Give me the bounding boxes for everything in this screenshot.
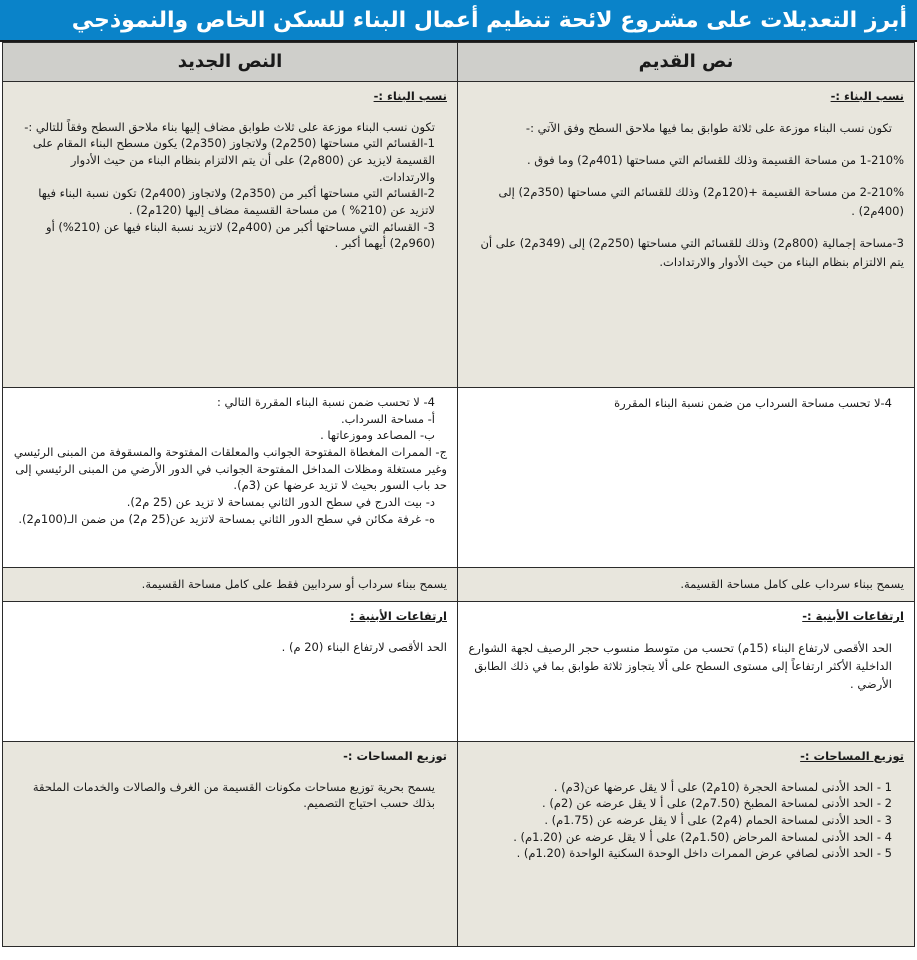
table-row-building-ratios [3, 82, 915, 388]
table-row-basement [3, 568, 915, 602]
new-text-cell [3, 82, 458, 388]
text-line: 3- القسائم التي مساحتها أكبر من (400م2) لاتزيد نسبة البناء فيها عن (210%) أو (960م2) أيهما أكبر . [46, 219, 435, 251]
section-heading: توزيع المساحات :- [343, 749, 447, 763]
new-text-cell [3, 602, 458, 742]
text-line: 2-210% من مساحة القسيمة +(120م2) وذلك للقسائم التي مساحتها (350م2) إلى (400م2) . [498, 185, 904, 218]
old-text-cell [458, 568, 915, 602]
text-line: الحد الأقصى لارتفاع البناء (20 م) . [281, 639, 447, 654]
text-line: 4- لا تحسب ضمن نسبة البناء المقررة التالي : [217, 395, 435, 409]
table-row-area-distribution [3, 742, 915, 947]
table-row-building-heights [3, 602, 915, 742]
text-line: تكون نسب البناء موزعة على ثلاث طوابق مضاف إليها بناء ملاحق السطح وفقاً للتالي :- [24, 119, 435, 134]
text-line: الحد الأقصى لارتفاع البناء (15م) تحسب من متوسط منسوب حجر الرصيف لجهة الشوارع الداخلية الأكثر ارتفاعاً إلى مستوى السطح على ألا يتجاوز ثلاثة طوابق بما في ذلك الطابق الأرضي . [468, 640, 892, 692]
section-heading: نسب البناء :- [830, 89, 904, 103]
new-text-cell [3, 568, 458, 602]
table-row-exclusions [3, 388, 915, 568]
text-line: تكون نسب البناء موزعة على ثلاثة طوابق بما فيها ملاحق السطح وفق الآتي :- [525, 120, 892, 135]
page-title: أبرز التعديلات على مشروع لائحة تنظيم أعمال البناء للسكن الخاص والنموذجي [0, 0, 917, 42]
section-heading: ارتفاعات الأبنية :- [802, 609, 904, 623]
text-line: 3-مساحة إجمالية (800م2) وذلك للقسائم التي مساحتها (250م2) إلى (349م2) على أن يتم الالتزام بنظام البناء من حيث الأدوار والارتدادات. [480, 236, 904, 269]
section-heading: توزيع المساحات :- [800, 749, 904, 763]
text-line: 1-210% من مساحة القسيمة وذلك للقسائم التي مساحتها (401م2) وما فوق . [526, 153, 904, 168]
column-header-old: نص القديم [458, 43, 915, 82]
table-header-row [3, 43, 915, 82]
text-line: ه- غرفة مكائن في سطح الدور الثاني بمساحة لاتزيد عن(25 م2) من ضمن الـ(100م2). [18, 511, 435, 526]
text-line: 2 - الحد الأدنى لمساحة المطبخ (7.50م2) على أ لا يقل عرضه عن (2م) . [542, 796, 892, 811]
old-text-cell [458, 82, 915, 388]
new-text-cell [3, 742, 458, 947]
text-line: 5 - الحد الأدنى لصافي عرض الممرات داخل الوحدة السكنية الواحدة (1.20م) . [516, 846, 892, 861]
comparison-table [2, 42, 915, 947]
text-line: ب- المصاعد وموزعاتها . [320, 428, 435, 443]
text-line: د- بيت الدرج في سطح الدور الثاني بمساحة لا تزيد عن (25 م2). [126, 495, 435, 510]
text-line: أ- مساحة السرداب. [341, 411, 435, 426]
text-line: يسمح ببناء سرداب أو سردابين فقط على كامل مساحة القسيمة. [141, 577, 447, 592]
old-text-cell [458, 742, 915, 947]
section-heading: ارتفاعات الأبنية : [350, 609, 447, 623]
text-line: 4-لا تحسب مساحة السرداب من ضمن نسبة البناء المقررة [614, 396, 892, 410]
text-line: 1-القسائم التي مساحتها (250م2) ولاتجاوز (350م2) يكون مسطح البناء المقام على القسيمة لايزيد عن (800م2) على أن يتم الالتزام بنظام البناء من حيث الأدوار والارتدادات. [32, 136, 435, 184]
text-line: 4 - الحد الأدنى لمساحة المرحاض (1.50م2) على أ لا يقل عرضه عن (1.20م) . [513, 829, 892, 844]
section-heading: نسب البناء :- [373, 89, 447, 103]
text-line: يسمح ببناء سرداب على كامل مساحة القسيمة. [680, 577, 904, 592]
old-text-cell [458, 602, 915, 742]
text-line: 1 - الحد الأدنى لمساحة الحجرة (10م2) على أ لا يقل عرضها عن(3م) . [553, 779, 892, 794]
text-line: 3 - الحد الأدنى لمساحة الحمام (4م2) على أ لا يقل عرضه عن (1.75م) . [544, 813, 892, 828]
text-line: يسمح بحرية توزيع مساحات مكونات القسيمة من الغرف والصالات والخدمات الملحقة بذلك حسب احتياج التصميم. [32, 779, 435, 811]
new-text-cell [3, 388, 458, 568]
column-header-new: النص الجديد [3, 43, 458, 82]
text-line: ج- الممرات المغطاة المفتوحة الجوانب والمعلقات المفتوحة والمسقوفة من المبنى الرئيسي وغير مستغلة ومظلات المداخل المفتوحة الجوانب في الدور الأرضي من المبنى الرئيسي إلى حد باب السور بحيث لا تزيد عرضها عن (3م). [13, 445, 447, 493]
old-text-cell [458, 388, 915, 568]
text-line: 2-القسائم التي مساحتها أكبر من (350م2) ولاتجاوز (400م2) تكون نسبة البناء فيها لاتزيد عن (210% ) من مساحة القسيمة مضاف إليها (120م2) . [38, 186, 435, 218]
